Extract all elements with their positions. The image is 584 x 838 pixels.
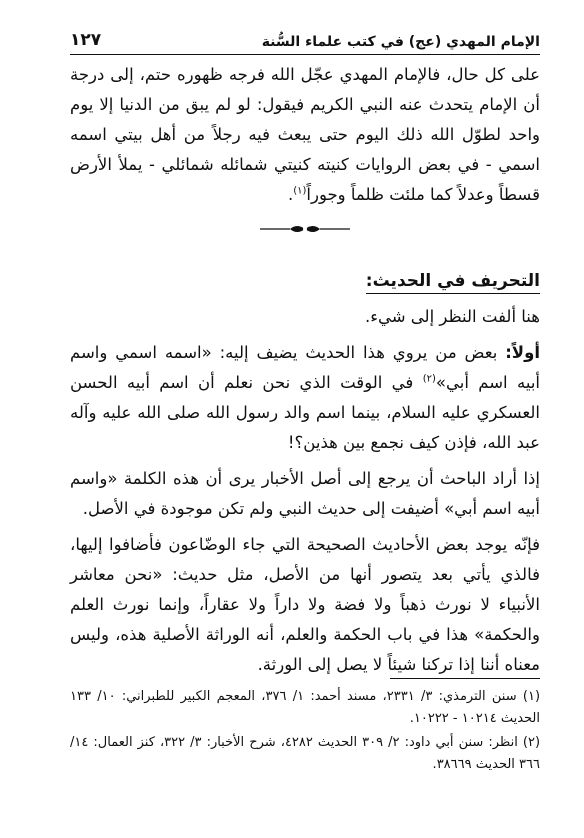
main-text bbox=[70, 60, 540, 680]
footnote-2 bbox=[70, 732, 540, 776]
footnotes bbox=[70, 686, 540, 778]
intro-line: هنا ألفت النظر إلى شيء. bbox=[364, 307, 540, 326]
point-1-text-b: في الوقت الذي نحن نعلم أن اسم أبيه الحسن العسكري عليه السلام، بينما اسم والد رسول الله صلى الله عليه وآله عبد الله، فإذن كيف نجمع بين هذين؟! bbox=[70, 373, 540, 452]
footnote-separator bbox=[390, 678, 540, 679]
footnote-1-mark: (١) bbox=[522, 689, 541, 704]
footnote-ref-1[interactable]: (١) bbox=[293, 185, 307, 197]
paragraph-point-1 bbox=[70, 338, 540, 458]
footnote-2-mark: (٢) bbox=[522, 735, 541, 750]
running-header bbox=[70, 20, 540, 55]
point-1-text-a: بعض من يروي هذا الحديث يضيف إليه: «اسمه اسمي واسم أبيه اسم أبي» bbox=[70, 343, 540, 392]
paragraph-1-text: على كل حال، فالإمام المهدي عجّل الله فرجه ظهوره حتم، إلى درجة أن الإمام يتحدث عنه النبي الكريم فيقول: لو لم يبق من الدنيا إلا يوم واحد لطوّل الله ذلك اليوم حتى يبعث فيه رجلاً من أهل بيتي اسمه اسمي - في بعض الروايات كنيته كنيتي شمائله شمائلي - يملأ الأرض قسطاً وعدلاً كما ملئت ظلماً وجوراً bbox=[70, 65, 540, 204]
footnote-ref-2[interactable]: (٢) bbox=[422, 373, 436, 385]
paragraph-4: فإنّه يوجد بعض الأحاديث الصحيحة التي جاء الوضّاعون فأضافوا إليها، فالذي يأتي بعد يتصور أنها من الأصل، مثل حديث: «نحن معاشر الأنبياء لا نورث ذهباً ولا فضة ولا داراً ولا عقاراً، وإنما نورث العلم والحكمة» هذا في باب الحكمة والعلم، أنه الوراثة الأصلية هذه، وليس معناه أننا إذا تركنا شيئاً لا يصل إلى الورثة. bbox=[70, 535, 540, 674]
section-heading: التحريف في الحديث: bbox=[70, 268, 540, 294]
page-number: ١٢٧ bbox=[70, 30, 102, 50]
footnote-1 bbox=[70, 686, 540, 730]
point-1-lead: أولاً: bbox=[505, 343, 540, 362]
running-title: الإمام المهدي (عج) في كتب علماء السُّنة bbox=[261, 34, 540, 50]
paragraph-1-end: . bbox=[287, 185, 294, 204]
footnote-1-text: سنن الترمذي: ٣/ ٢٣٣١، مسند أحمد: ١/ ٣٧٦، المعجم الكبير للطبراني: ١٠/ ١٣٣ الحديث ١٠٢١٤ - ١٠٢٢٢. bbox=[70, 689, 540, 726]
paragraph-3: إذا أراد الباحث أن يرجع إلى أصل الأخبار يرى أن هذه الكلمة «واسم أبيه اسم أبي» أضيفت إلى حديث النبي ولم تكن موجودة في الأصل. bbox=[70, 469, 540, 518]
footnote-2-text: انظر: سنن أبي داود: ٢/ ٣٠٩ الحديث ٤٢٨٢، شرح الأخبار: ٣/ ٣٢٢، كنز العمال: ١٤/ ٣٦٦ الحديث ٣٨٦٦٩. bbox=[70, 735, 540, 772]
paragraph-1 bbox=[70, 60, 540, 210]
ornament-divider-icon bbox=[70, 214, 540, 244]
